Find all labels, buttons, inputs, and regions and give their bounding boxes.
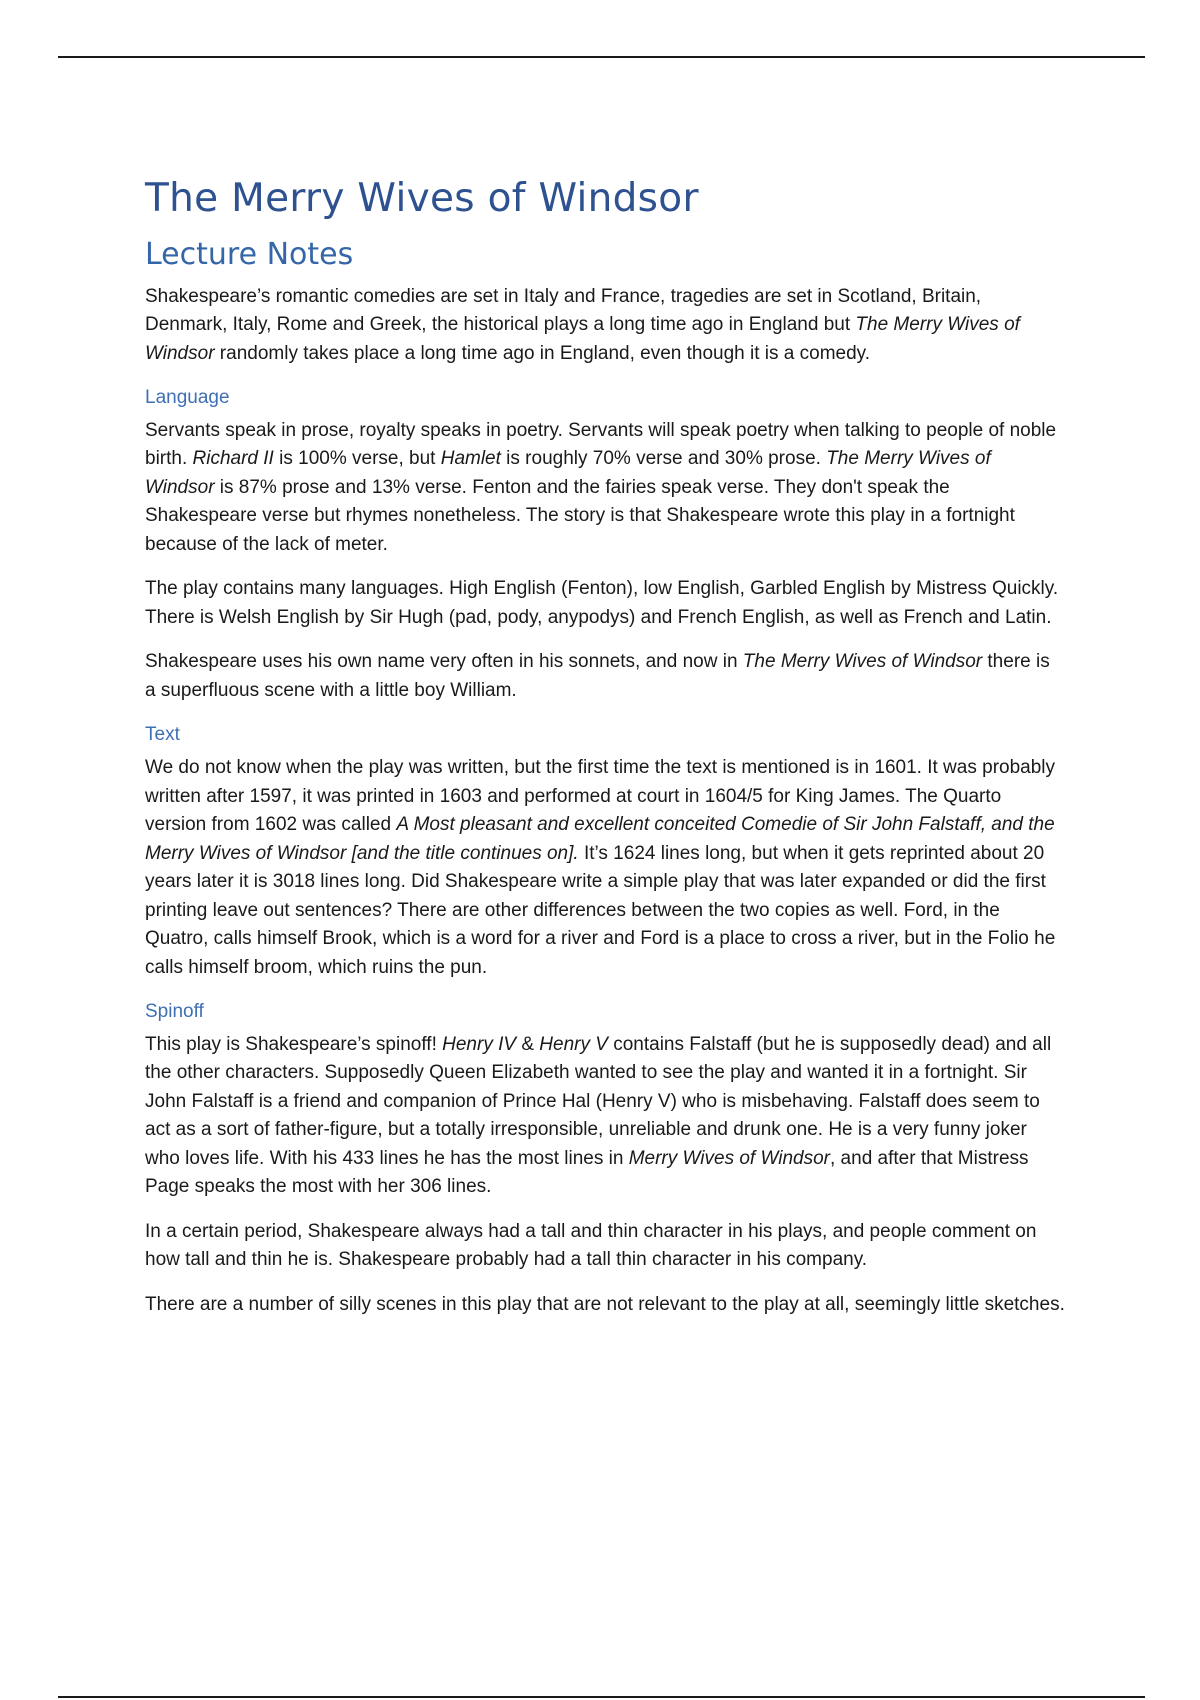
spinoff-paragraph-1: This play is Shakespeare’s spinoff! Henry IV & Henry V contains Falstaff (but he is supposedly dead) and all the other characters. Supposedly Queen Elizabeth wanted to see the play and wanted it in a fortnight. Sir John Falstaff is a friend and companion of Prince Hal (Henry V) who is misbehaving. Falstaff does seem to act as a sort of father-figure, but a totally irresponsible, unreliable and drunk one. He is a very funny joker who loves life. With his 433 lines he has the most lines in Merry Wives of Windsor, and after that Mistress Page speaks the most with her 306 lines. bbox=[145, 1033, 1052, 1198]
language-paragraph-1: Servants speak in prose, royalty speaks in poetry. Servants will speak poetry when talking to people of noble birth. Richard II is 100% verse, but Hamlet is roughly 70% verse and 30% prose. The Merry Wives of Windsor is 87% prose and 13% verse. Fenton and the fairies speak verse. They don't speak the Shakespeare verse but rhymes nonetheless. The story is that Shakespeare wrote this play in a fortnight because of the lack of meter. bbox=[145, 419, 1057, 555]
header-rule bbox=[58, 56, 1145, 58]
document-title: The Merry Wives of Windsor bbox=[145, 176, 699, 221]
section-heading-text: Text bbox=[145, 724, 180, 746]
footer-rule bbox=[58, 1696, 1145, 1698]
text-paragraph-1: We do not know when the play was written, but the first time the text is mentioned is in 1601. It was probably written after 1597, it was printed in 1603 and performed at court in 1604/5 for King James. The Quarto version from 1602 was called A Most pleasant and excellent conceited Comedie of Sir John Falstaff, and the Merry Wives of Windsor [and the title continues on]. It’s 1624 lines long, but when it gets reprinted about 20 years later it is 3018 lines long. Did Shakespeare write a simple play that was later expanded or did the first printing leave out sentences? There are other differences between the two copies as well. Ford, in the Quatro, calls himself Brook, which is a word for a river and Ford is a place to cross a river, but in the Folio he calls himself broom, which ruins the pun. bbox=[145, 757, 1056, 978]
spinoff-paragraph-2: In a certain period, Shakespeare always had a tall and thin character in his plays, and people comment on how tall and thin he is. Shakespeare probably had a tall thin character in his company. bbox=[145, 1220, 1037, 1271]
document-body bbox=[145, 176, 1065, 1335]
section-heading-language: Language bbox=[145, 387, 230, 409]
document-subtitle: Lecture Notes bbox=[145, 236, 354, 272]
language-paragraph-3: Shakespeare uses his own name very often in his sonnets, and now in The Merry Wives of Windsor there is a superfluous scene with a little boy William. bbox=[145, 651, 1050, 701]
section-heading-spinoff: Spinoff bbox=[145, 1001, 204, 1023]
spinoff-paragraph-3: There are a number of silly scenes in this play that are not relevant to the play at all, seemingly little sketches. bbox=[145, 1293, 1065, 1315]
language-paragraph-2: The play contains many languages. High English (Fenton), low English, Garbled English by Mistress Quickly. There is Welsh English by Sir Hugh (pad, pody, anypodys) and French English, as well as French and Latin. bbox=[145, 578, 1059, 628]
intro-paragraph: Shakespeare’s romantic comedies are set in Italy and France, tragedies are set in Scotland, Britain, Denmark, Italy, Rome and Greek, the historical plays a long time ago in England but The Merry Wives of Windsor randomly takes place a long time ago in England, even though it is a comedy. bbox=[145, 285, 1020, 364]
